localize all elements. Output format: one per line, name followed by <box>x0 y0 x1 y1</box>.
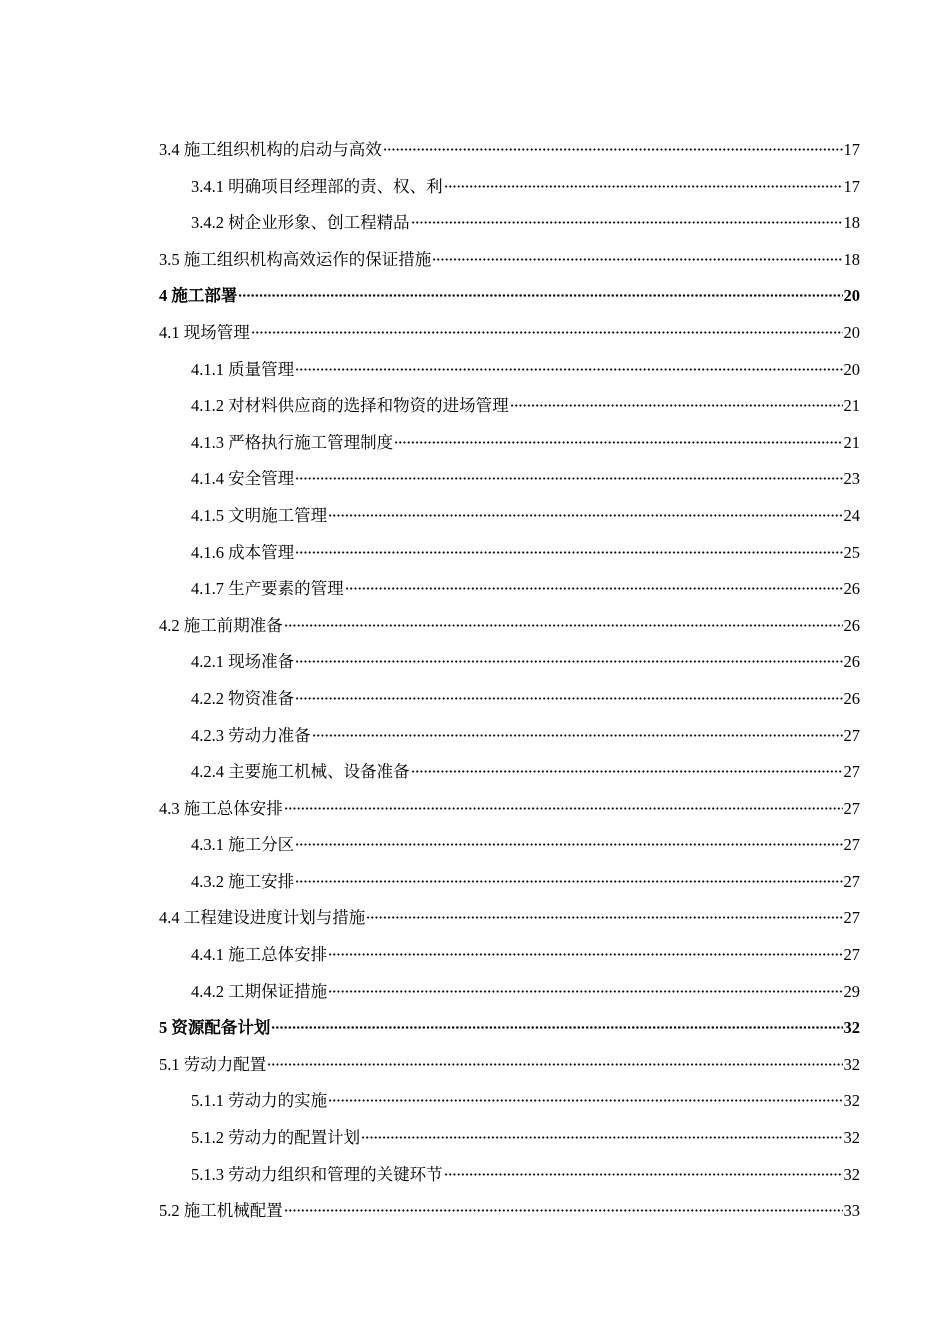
dot-leader <box>295 477 842 480</box>
toc-entry-title: 4.4.1 施工总体安排 <box>191 945 328 965</box>
toc-entry-page-number: 17 <box>843 140 860 159</box>
toc-entry-page-number: 18 <box>843 213 860 233</box>
toc-entry[interactable] <box>159 425 860 462</box>
toc-entry[interactable] <box>159 278 860 315</box>
toc-entry[interactable] <box>159 498 860 535</box>
toc-entry-title: 4.1.4 安全管理 <box>191 469 295 489</box>
toc-entry-title: 3.5 施工组织机构高效运作的保证措施 <box>159 249 432 269</box>
toc-entry[interactable] <box>159 937 860 974</box>
toc-entry-title: 5.1.2 劳动力的配置计划 <box>191 1128 361 1148</box>
dot-leader <box>383 148 843 151</box>
toc-entry[interactable] <box>159 718 860 755</box>
toc-entry[interactable] <box>159 242 860 279</box>
dot-leader <box>510 404 843 407</box>
toc-entry-title: 4.1 现场管理 <box>159 322 250 342</box>
toc-entry[interactable] <box>159 315 860 352</box>
toc-entry-title: 5.1 劳动力配置 <box>159 1054 267 1074</box>
toc-entry-page-number: 25 <box>843 542 860 562</box>
toc-entry-page-number: 23 <box>843 469 860 489</box>
toc-entry[interactable] <box>159 205 860 242</box>
toc-entry-page-number: 32 <box>843 1128 860 1148</box>
toc-entry[interactable] <box>159 900 860 937</box>
toc-entry-title: 4.3.1 施工分区 <box>191 835 295 855</box>
toc-entry-page-number: 20 <box>843 322 860 342</box>
toc-entry-page-number: 18 <box>843 249 860 269</box>
toc-entry[interactable] <box>159 352 860 389</box>
toc-entry-title: 4.3.2 施工安排 <box>191 871 295 891</box>
toc-entry-title: 4.1.7 生产要素的管理 <box>191 579 344 599</box>
toc-entry-title: 4.2.2 物资准备 <box>191 688 295 708</box>
dot-leader <box>284 624 843 627</box>
toc-entry-title: 4.1.2 对材料供应商的选择和物资的进场管理 <box>191 396 509 416</box>
dot-leader <box>444 1173 843 1176</box>
dot-leader <box>328 953 842 956</box>
toc-entry-page-number: 26 <box>843 688 860 708</box>
toc-entry-title: 3.4.1 明确项目经理部的责、权、利 <box>191 176 443 196</box>
toc-entry[interactable] <box>159 535 860 572</box>
dot-leader <box>361 1136 842 1139</box>
toc-entry-title: 5.2 施工机械配置 <box>159 1201 283 1221</box>
toc-entry-title: 4.1.5 文明施工管理 <box>191 505 328 525</box>
dot-leader <box>328 514 842 517</box>
toc-entry-title: 5.1.1 劳动力的实施 <box>191 1091 328 1111</box>
dot-leader <box>284 1209 843 1212</box>
toc-entry-page-number: 27 <box>843 762 860 782</box>
toc-entry-page-number: 26 <box>843 652 860 672</box>
toc-entry-page-number: 29 <box>843 981 860 1001</box>
toc-entry[interactable] <box>159 974 860 1011</box>
toc-entry-title: 5 资源配备计划 <box>159 1018 271 1038</box>
toc-entry[interactable] <box>159 1120 860 1157</box>
toc-entry-title: 4.1.6 成本管理 <box>191 542 295 562</box>
toc-entry[interactable] <box>159 1157 860 1194</box>
toc-entry-page-number: 21 <box>843 396 860 416</box>
dot-leader <box>295 551 842 554</box>
toc-entry-title: 4.2.3 劳动力准备 <box>191 725 311 745</box>
toc-entry-title: 5.1.3 劳动力组织和管理的关键环节 <box>191 1164 443 1184</box>
toc-entry-title: 4.1.3 严格执行施工管理制度 <box>191 432 394 452</box>
toc-entry-page-number: 27 <box>843 798 860 818</box>
toc-entry-page-number: 32 <box>843 1091 860 1111</box>
dot-leader <box>295 697 842 700</box>
toc-entry-page-number: 32 <box>843 1018 860 1038</box>
toc-entry[interactable] <box>159 132 860 169</box>
toc-entry-page-number: 32 <box>843 1054 860 1074</box>
toc-entry-page-number: 20 <box>843 359 860 379</box>
toc-entry-page-number: 21 <box>843 432 860 452</box>
toc-entry-title: 4.4.2 工期保证措施 <box>191 981 328 1001</box>
dot-leader <box>284 807 843 810</box>
toc-entry[interactable] <box>159 608 860 645</box>
toc-entry[interactable] <box>159 754 860 791</box>
dot-leader <box>271 1026 842 1029</box>
toc-entry[interactable] <box>159 1010 860 1047</box>
toc-entry-page-number: 33 <box>843 1201 860 1221</box>
toc-entry[interactable] <box>159 864 860 901</box>
table-of-contents <box>159 132 860 1230</box>
toc-entry-page-number: 26 <box>843 579 860 599</box>
dot-leader <box>295 660 842 663</box>
dot-leader <box>267 1063 842 1066</box>
dot-leader <box>295 368 842 371</box>
toc-entry[interactable] <box>159 644 860 681</box>
toc-entry-title: 4.1.1 质量管理 <box>191 359 295 379</box>
dot-leader <box>238 294 842 297</box>
toc-entry[interactable] <box>159 169 860 206</box>
dot-leader <box>328 1099 842 1102</box>
toc-entry-title: 4.2.1 现场准备 <box>191 652 295 672</box>
dot-leader <box>312 734 843 737</box>
toc-entry-title: 4.4 工程建设进度计划与措施 <box>159 908 366 928</box>
toc-entry-title: 4.2 施工前期准备 <box>159 615 283 635</box>
toc-entry-page-number: 17 <box>843 176 860 196</box>
toc-entry-title: 4.2.4 主要施工机械、设备准备 <box>191 762 410 782</box>
toc-entry-page-number: 27 <box>843 945 860 965</box>
toc-entry-title: 4.3 施工总体安排 <box>159 798 283 818</box>
dot-leader <box>411 770 843 773</box>
toc-entry-page-number: 20 <box>843 286 860 306</box>
toc-entry-page-number: 24 <box>843 505 860 525</box>
toc-entry-page-number: 27 <box>843 871 860 891</box>
dot-leader <box>295 843 842 846</box>
toc-entry[interactable] <box>159 1193 860 1230</box>
toc-entry[interactable] <box>159 388 860 425</box>
dot-leader <box>411 221 843 224</box>
dot-leader <box>366 916 842 919</box>
toc-entry[interactable] <box>159 571 860 608</box>
toc-entry-page-number: 27 <box>843 908 860 928</box>
toc-entry-page-number: 27 <box>843 725 860 745</box>
toc-entry[interactable] <box>159 827 860 864</box>
toc-entry-page-number: 26 <box>843 615 860 635</box>
toc-entry[interactable] <box>159 461 860 498</box>
dot-leader <box>295 880 842 883</box>
dot-leader <box>251 331 843 334</box>
toc-entry[interactable] <box>159 791 860 828</box>
dot-leader <box>444 185 843 188</box>
dot-leader <box>394 441 842 444</box>
dot-leader <box>432 258 842 261</box>
dot-leader <box>328 990 842 993</box>
toc-entry[interactable] <box>159 1083 860 1120</box>
toc-entry-page-number: 32 <box>843 1164 860 1184</box>
toc-entry-title: 4 施工部署 <box>159 286 238 306</box>
toc-entry-title: 3.4 施工组织机构的启动与高效 <box>159 140 382 159</box>
toc-entry-page-number: 27 <box>843 835 860 855</box>
toc-entry-title: 3.4.2 树企业形象、创工程精品 <box>191 213 410 233</box>
dot-leader <box>345 587 843 590</box>
toc-entry[interactable] <box>159 681 860 718</box>
toc-entry[interactable] <box>159 1047 860 1084</box>
